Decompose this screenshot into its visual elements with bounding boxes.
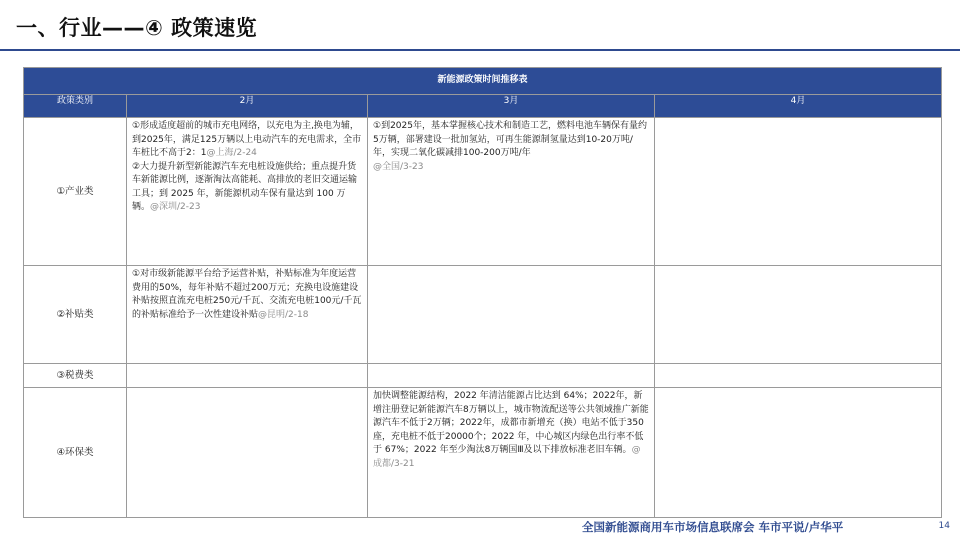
policy-cell-feb — [127, 364, 368, 388]
policy-item — [132, 120, 362, 161]
policy-timeline-table — [23, 67, 942, 518]
policy-cell-mar — [368, 118, 655, 266]
policy-item — [373, 120, 649, 174]
policy-source: @昆明/2-18 — [258, 309, 309, 320]
policy-text: 加快调整能源结构，2022 年清洁能源占比达到 64%；2022年，新增注册登记新能源汽车8万辆以上，城市物流配送等公共领域推广新能源汽车不低于2万辆；2022年，成都市新增充（换）电站不低于350座，充电桩不低于20000个；2022 年，中心城区内绿色出行率不低于 67%；2022 年至少淘汰8万辆国Ⅲ及以下排放标准老旧车辆。 — [373, 391, 649, 455]
policy-cell-mar — [368, 364, 655, 388]
policy-cell-feb — [127, 266, 368, 364]
column-header-mar: 3月 — [368, 95, 655, 118]
footer-organization: 全国新能源商用车市场信息联席会 车市平说/卢华平 — [582, 520, 844, 534]
policy-cell-feb — [127, 388, 368, 518]
policy-cell-apr — [655, 388, 942, 518]
table-row — [24, 388, 942, 518]
policy-text: ①到2025年，基本掌握核心技术和制造工艺，燃料电池车辆保有量约5万辆，部署建设一批加氢站，可再生能源制氢量达到10-20万吨/年，实现二氧化碳减排100-200万吨/年 — [373, 121, 647, 158]
policy-cell-apr — [655, 118, 942, 266]
policy-source: @上海/2-24 — [206, 148, 257, 158]
title-divider — [0, 49, 960, 51]
policy-text: ①形成适度超前的城市充电网络，以充电为主,换电为辅，到2025年，满足125万辆以上电动汽车的充电需求，全市车桩比不高于2：1 — [132, 121, 362, 158]
policy-item — [132, 161, 362, 215]
policy-cell-feb — [127, 118, 368, 266]
page-title: 一、行业——④ 政策速览 — [16, 16, 258, 40]
category-cell: ①产业类 — [24, 118, 127, 266]
policy-cell-mar — [368, 388, 655, 518]
column-header-apr: 4月 — [655, 95, 942, 118]
page-number: 14 — [938, 521, 950, 531]
table-row — [24, 266, 942, 364]
table-row — [24, 364, 942, 388]
table-title: 新能源政策时间推移表 — [24, 68, 942, 95]
policy-cell-mar — [368, 266, 655, 364]
policy-text: ①对市级新能源平台给予运营补贴，补贴标准为年度运营费用的50%，每年补贴不超过200万元；充换电设施建设补贴按照直流充电桩250元/千瓦、交流充电桩100元/千瓦的补贴标准给予一次性建设补贴 — [132, 269, 362, 320]
category-cell: ④环保类 — [24, 388, 127, 518]
policy-item — [132, 268, 362, 322]
policy-cell-apr — [655, 266, 942, 364]
policy-source: @全国/3-23 — [373, 161, 424, 172]
policy-source: @深圳/2-23 — [150, 202, 201, 212]
category-cell: ③税费类 — [24, 364, 127, 388]
category-cell: ②补贴类 — [24, 266, 127, 364]
policy-cell-apr — [655, 364, 942, 388]
policy-text: ②大力提升新型新能源汽车充电桩设施供给；重点提升货车新能源比例，逐渐淘汰高能耗、高排放的老旧交通运输工具；到 2025 年，新能源机动车保有量达到 100 万辆。 — [132, 161, 358, 212]
table-row — [24, 118, 942, 266]
column-header-category: 政策类别 — [24, 95, 127, 118]
policy-item — [373, 390, 649, 471]
policy-source: @成都/3-21 — [373, 445, 641, 469]
column-header-feb: 2月 — [127, 95, 368, 118]
